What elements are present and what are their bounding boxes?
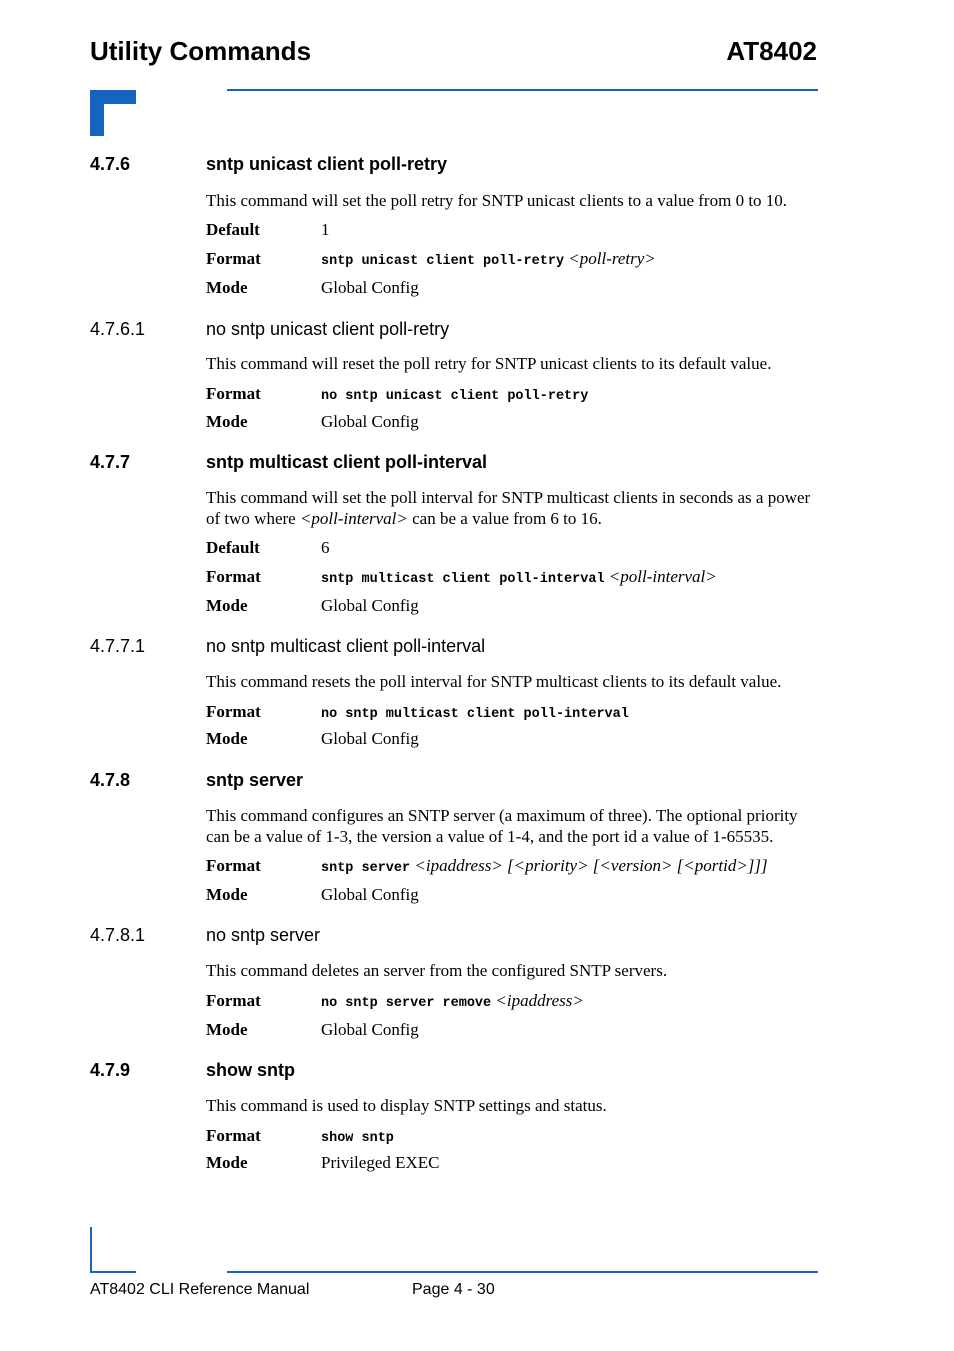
format-label: Format: [206, 384, 261, 403]
format-value: [321, 856, 768, 876]
header-rule: [227, 89, 818, 91]
format-argument: <ipaddress> [<priority> [<version> [<portid>]]]: [414, 856, 768, 875]
section-description: This command will set the poll retry for SNTP unicast clients to a value from 0 to 10.: [206, 191, 788, 210]
page-header-product: AT8402: [726, 36, 817, 66]
mode-label: Mode: [206, 885, 248, 904]
section-number: 4.7.9: [90, 1060, 131, 1080]
format-label: Format: [206, 249, 261, 268]
subsection-title: no sntp server: [206, 925, 321, 945]
page-header-title: Utility Commands: [90, 36, 312, 66]
format-command: sntp multicast client poll-interval: [321, 572, 605, 587]
format-command: show sntp: [321, 1131, 394, 1146]
subsection-title: no sntp unicast client poll-retry: [206, 319, 450, 339]
subsection-number: 4.7.6.1: [90, 319, 146, 339]
section-title: sntp multicast client poll-interval: [206, 452, 488, 472]
mode-value: Global Config: [321, 596, 419, 615]
section-title: show sntp: [206, 1060, 295, 1080]
footer-rule: [227, 1271, 818, 1273]
mode-value: Global Config: [321, 885, 419, 904]
mode-value: Global Config: [321, 1020, 419, 1039]
subsection-number: 4.7.8.1: [90, 925, 146, 945]
mode-label: Mode: [206, 278, 248, 297]
section-number: 4.7.7: [90, 452, 131, 472]
format-command: no sntp unicast client poll-retry: [321, 389, 589, 404]
mode-label: Mode: [206, 729, 248, 748]
mode-value: Global Config: [321, 729, 419, 748]
mode-value: Global Config: [321, 412, 419, 431]
mode-value: Privileged EXEC: [321, 1153, 440, 1172]
section-number: 4.7.8: [90, 770, 131, 790]
default-value: 6: [321, 538, 330, 557]
section-title: sntp unicast client poll-retry: [206, 154, 448, 174]
format-label: Format: [206, 702, 261, 721]
format-value: [321, 1126, 394, 1146]
default-label: Default: [206, 538, 260, 557]
format-value: [321, 384, 588, 404]
subsection-title: no sntp multicast client poll-interval: [206, 636, 486, 656]
format-label: Format: [206, 856, 261, 875]
mode-label: Mode: [206, 412, 248, 431]
section-number: 4.7.6: [90, 154, 131, 174]
format-label: Format: [206, 567, 261, 586]
mode-label: Mode: [206, 1153, 248, 1172]
format-command: no sntp multicast client poll-interval: [321, 707, 629, 722]
format-label: Format: [206, 991, 261, 1010]
mode-label: Mode: [206, 596, 248, 615]
mode-label: Mode: [206, 1020, 248, 1039]
section-description: This command configures an SNTP server (a maximum of three). The optional priority can be a value of 1-3, the version a value of 1-4, and the port id a value of 1-65535.: [206, 806, 798, 846]
default-value: 1: [321, 220, 330, 239]
format-value: [321, 702, 629, 722]
mode-value: Global Config: [321, 278, 419, 297]
format-command: sntp server: [321, 861, 411, 876]
format-command: sntp unicast client poll-retry: [321, 254, 565, 269]
section-title: sntp server: [206, 770, 304, 790]
format-value: [321, 567, 717, 587]
section-description: This command deletes an server from the configured SNTP servers.: [206, 961, 668, 980]
subsection-number: 4.7.7.1: [90, 636, 146, 656]
default-label: Default: [206, 220, 260, 239]
section-description: This command resets the poll interval for SNTP multicast clients to its default value.: [206, 672, 782, 691]
format-command: no sntp server remove: [321, 996, 492, 1011]
format-argument: <poll-interval>: [608, 567, 717, 586]
format-argument: <ipaddress>: [495, 991, 584, 1010]
section-description: This command will set the poll interval for SNTP multicast clients in seconds as a power of two where <poll-interval> can be a value from 6 to 16.: [206, 488, 811, 528]
footer-manual-title: AT8402 CLI Reference Manual: [90, 1281, 310, 1298]
format-value: [321, 249, 656, 269]
footer-page-number: Page 4 - 30: [412, 1281, 495, 1298]
format-label: Format: [206, 1126, 261, 1145]
section-description: This command is used to display SNTP settings and status.: [206, 1096, 607, 1115]
section-description: This command will reset the poll retry for SNTP unicast clients to its default value.: [206, 354, 772, 373]
format-value: [321, 991, 584, 1011]
format-argument: <poll-retry>: [568, 249, 656, 268]
